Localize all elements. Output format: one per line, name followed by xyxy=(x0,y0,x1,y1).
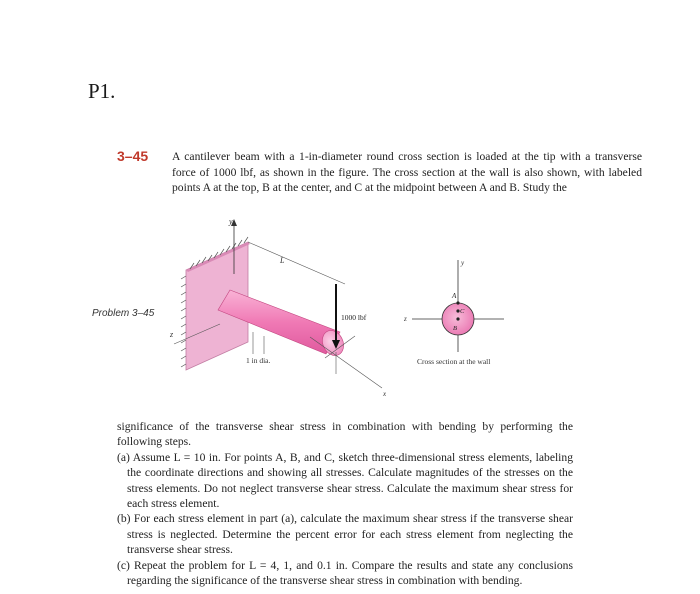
cross-section-z-label: z xyxy=(404,315,407,323)
part-c-text: (c) Repeat the problem for L = 4, 1, and 0.1 in. Compare the results and state any conclusions regarding the significance of the transverse shear stress in combination with bending. xyxy=(117,558,573,588)
continuation-text: significance of the transverse shear stress in combination with bending by performing the following steps. xyxy=(117,420,573,449)
length-label: L xyxy=(280,256,285,265)
figure-caption: Problem 3–45 xyxy=(92,308,155,319)
part-b-text: (b) For each stress element in part (a), calculate the maximum shear stress if the transverse shear stress is neglected. Determine the percent error for each stress element from neglecting the transverse shear stress. xyxy=(117,512,573,557)
cross-section-y-label: y xyxy=(461,259,465,267)
diameter-leader xyxy=(253,332,264,354)
problem-body xyxy=(117,419,573,588)
cantilever-beam-figure xyxy=(160,212,530,402)
point-b-label: B xyxy=(453,325,457,332)
problem-intro-text: A cantilever beam with a 1-in-diameter round cross section is loaded at the tip with a transverse force of 1000 lbf, as shown in the figure. The cross section at the wall is also shown, with labeled points A at the top, B at the center, and C at the midpoint between A and B. Study the xyxy=(172,150,642,195)
cross-section xyxy=(412,260,504,352)
force-label: 1000 lbf xyxy=(341,313,367,322)
cross-section-caption: Cross section at the wall xyxy=(417,357,491,366)
length-dimension xyxy=(248,242,345,284)
axis-y-label: y xyxy=(229,217,233,226)
diameter-label: 1 in dia. xyxy=(246,356,271,365)
axis-z-label: z xyxy=(170,330,174,339)
axis-x-label: x xyxy=(383,390,387,398)
part-a-text: (a) Assume L = 10 in. For points A, B, and C, sketch three-dimensional stress elements, labeling the coordinate directions and showing all stresses. Calculate magnitudes of the stresses on the stress elements. Do not neglect transverse shear stress. Calculate the maximum shear stress for each stress element. xyxy=(117,450,573,511)
point-a-label: A xyxy=(452,292,457,300)
page-label: P1. xyxy=(88,79,116,103)
problem-number: 3–45 xyxy=(117,148,149,164)
point-c-label: C xyxy=(460,308,465,315)
